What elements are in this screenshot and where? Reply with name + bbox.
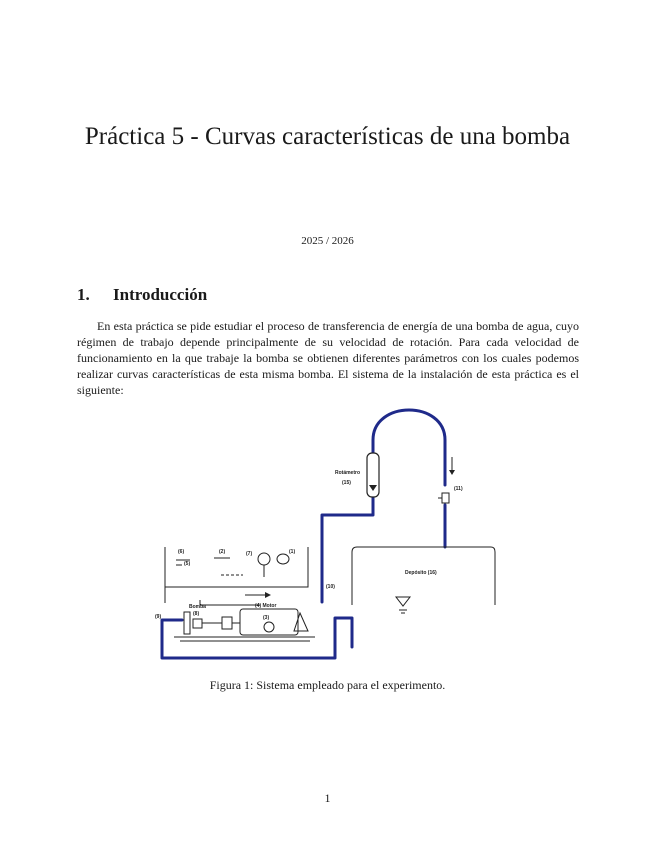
document-title: Práctica 5 - Curvas características de una bomba — [84, 123, 571, 150]
section-number: 1. — [77, 285, 90, 304]
rotameter — [367, 453, 379, 497]
pump-system-diagram — [150, 405, 510, 675]
pump-number: (8) — [193, 611, 200, 617]
valve-icon — [438, 493, 449, 503]
valve-label: (11) — [454, 486, 463, 492]
tank — [352, 547, 495, 605]
pump-system-figure — [150, 405, 510, 675]
pipe-joint-label: (10) — [326, 584, 335, 590]
rotameter-number: (15) — [342, 480, 351, 486]
motor-label: (4) Motor — [255, 603, 277, 609]
pump-label: Bomba — [189, 604, 206, 610]
direction-arrow-right-icon — [245, 592, 271, 598]
panel-label-2: (2) — [219, 549, 226, 555]
motor-inner-label: (3) — [263, 615, 270, 621]
tank-label: Depósito (16) — [405, 570, 437, 576]
intro-paragraph: En esta práctica se pide estudiar el proceso de transferencia de energía de una bomba de agua, cuyo régimen de trabajo depende principalmente de su velocidad de rotación. Para cada velocidad de funcionamiento en la que trabaje la bomba se obtienen diferentes parámetros con los cuales podemos realizar curvas características de esta misma bomba. El sistema de la instalación de esta práctica es el siguiente: — [77, 319, 579, 397]
left-end-label: (9) — [155, 614, 162, 620]
panel-label-7: (7) — [246, 551, 253, 557]
document-date: 2025 / 2026 — [301, 235, 354, 247]
panel-label-1: (1) — [289, 549, 296, 555]
water-level-icon — [396, 597, 410, 613]
panel-gauges-icon — [176, 553, 289, 577]
pipe-arc — [373, 410, 445, 485]
flow-arrow-down-icon — [449, 457, 455, 475]
section-heading — [77, 285, 207, 305]
panel-label-5: (5) — [184, 561, 191, 567]
figure-caption: Figura 1: Sistema empleado para el experimento. — [209, 678, 446, 692]
rotameter-label: Rotámetro — [335, 470, 361, 476]
page-number: 1 — [324, 791, 331, 805]
section-title: Introducción — [113, 285, 208, 304]
panel-label-6: (6) — [178, 549, 185, 555]
